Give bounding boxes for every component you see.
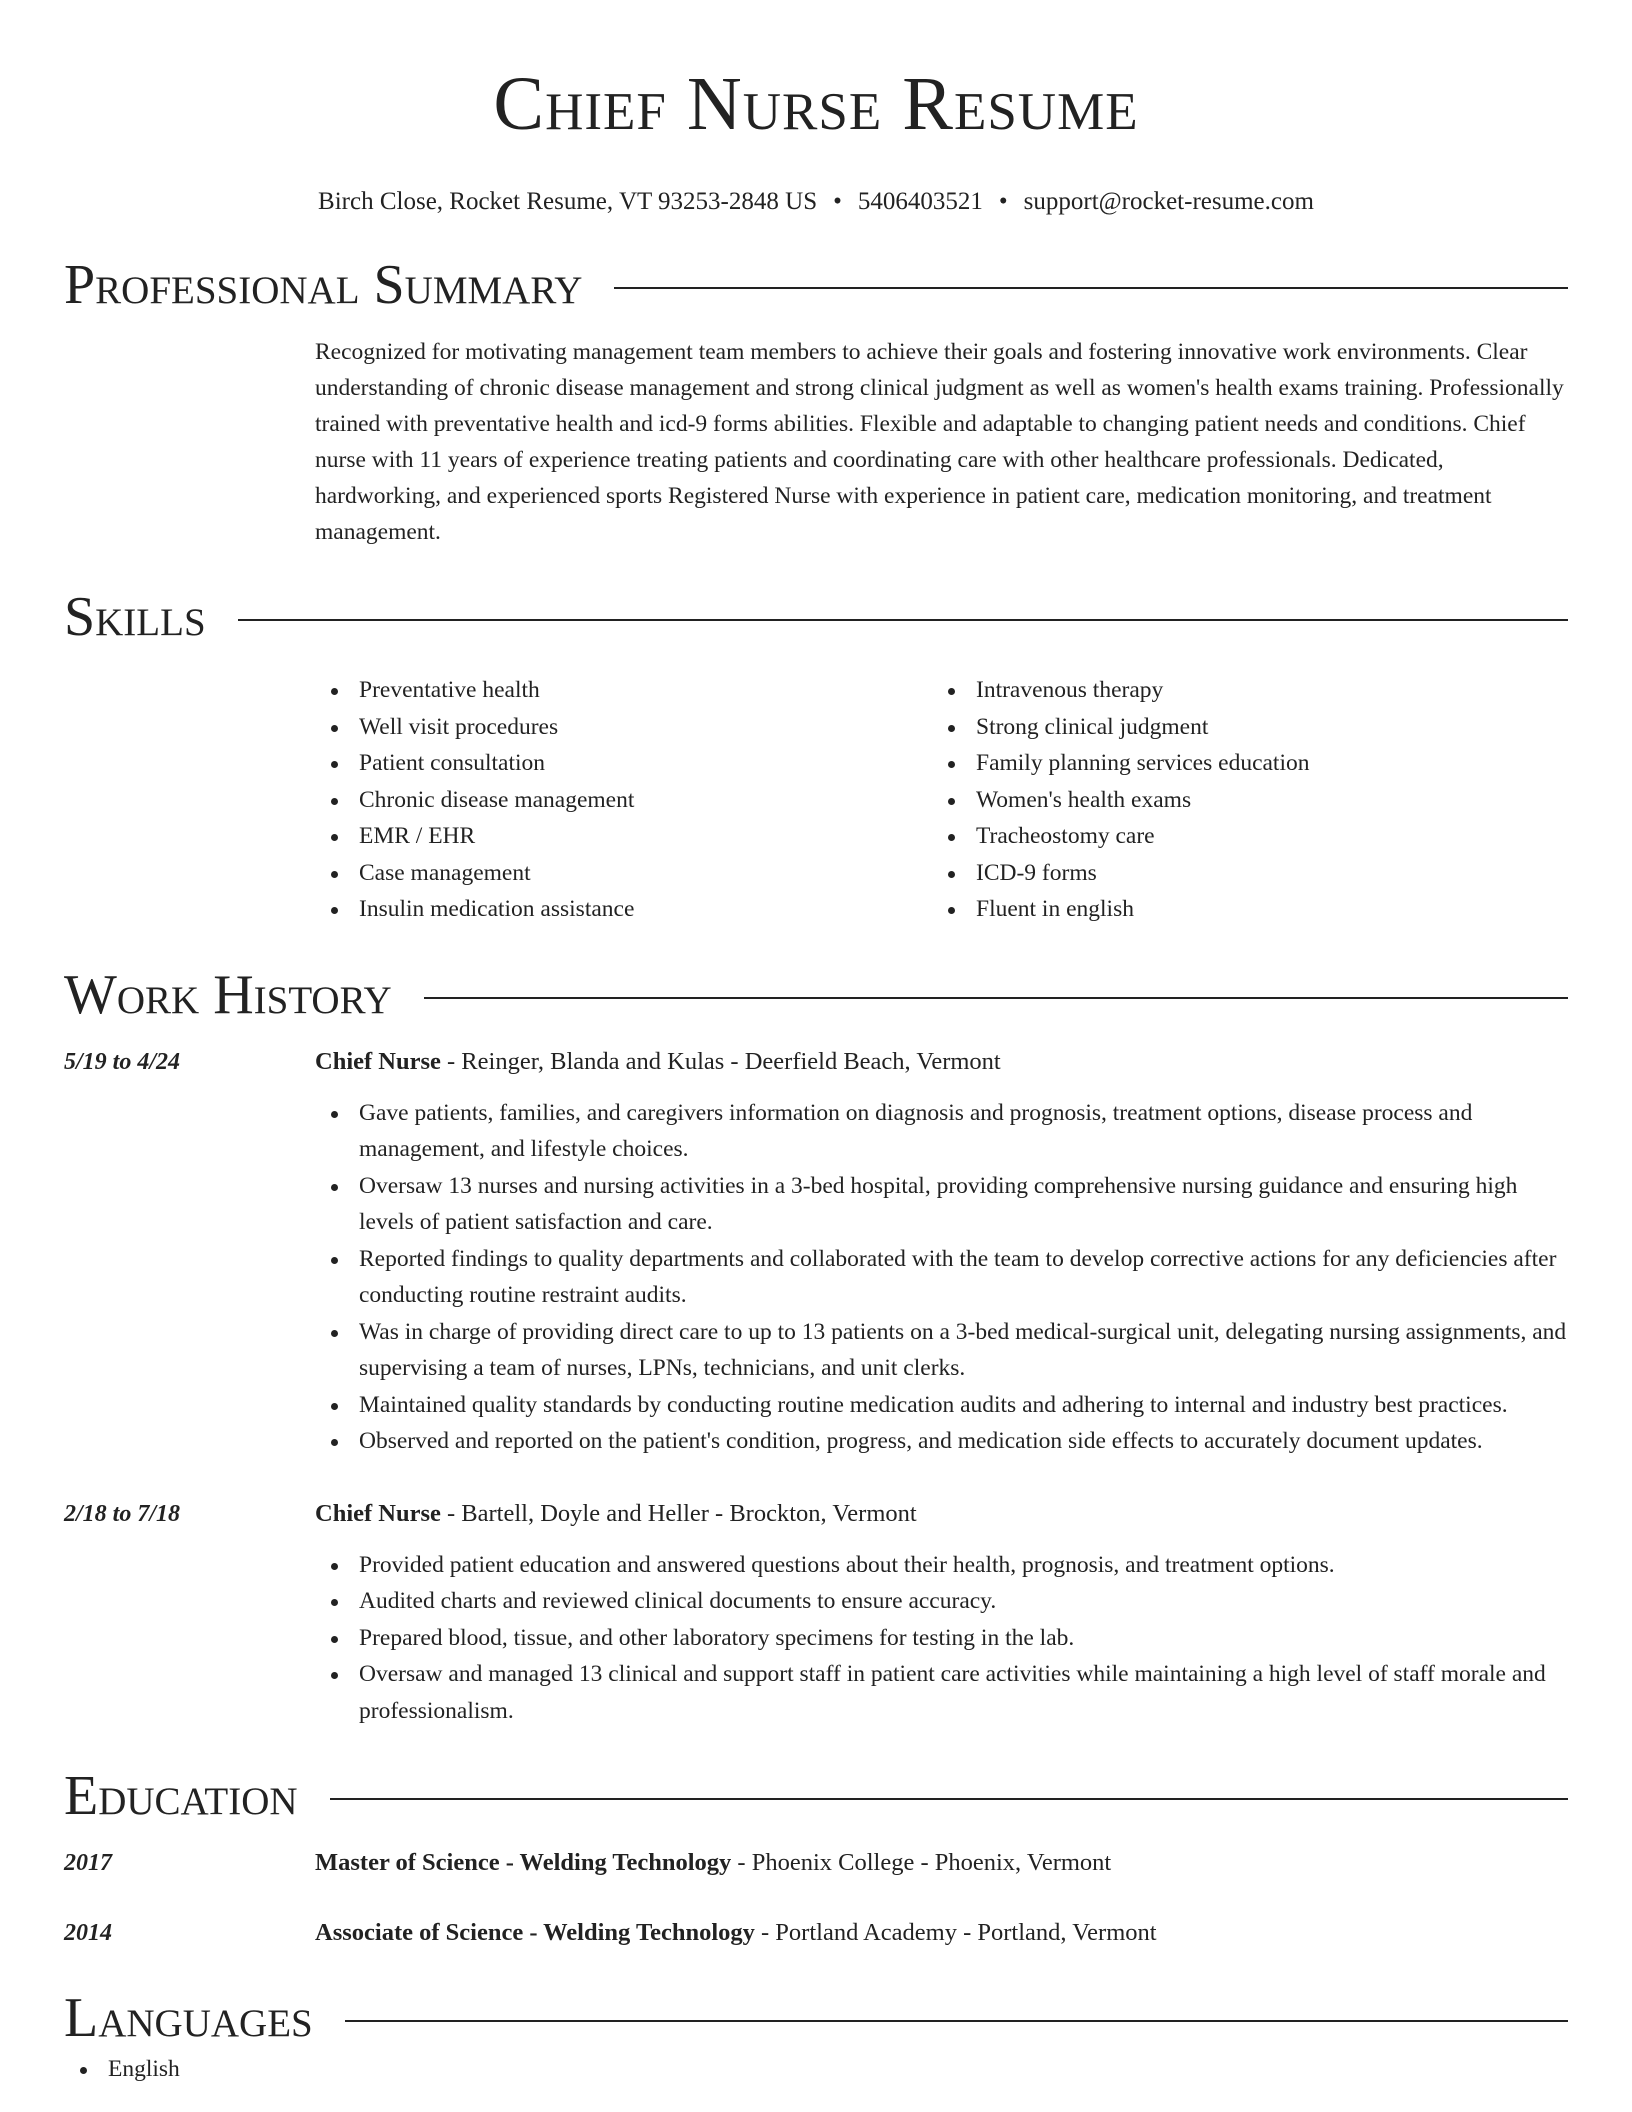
section-title-summary: Professional Summary [64, 254, 583, 316]
education-heading [315, 1915, 1568, 1951]
job-employer: - Bartell, Doyle and Heller - Brockton, Vermont [440, 1499, 917, 1527]
education-body [315, 1915, 1568, 1951]
job-duty-item: Was in charge of providing direct care to up to 13 patients on a 3-bed medical-surgical unit, delegating nursing assignments, and supervising a team of nurses, LPNs, technicians, and unit clerks. [315, 1314, 1568, 1387]
languages-section-header [64, 1985, 1568, 2051]
job-duty-item: Maintained quality standards by conducting routine medication audits and adhering to internal and industry best practices. [315, 1387, 1568, 1424]
education-body [315, 1845, 1568, 1881]
skill-item: Patient consultation [315, 745, 932, 782]
language-item: English [64, 2051, 1568, 2088]
skill-item: Family planning services education [932, 745, 1549, 782]
skill-item: EMR / EHR [315, 818, 932, 855]
contact-separator: • [998, 188, 1008, 215]
section-divider [345, 2020, 1568, 2022]
contact-separator: • [833, 188, 842, 215]
section-divider [238, 619, 1568, 621]
job-duty-item: Gave patients, families, and caregivers information on diagnosis and prognosis, treatment options, disease process and management, and lifestyle choices. [315, 1095, 1568, 1168]
skill-item: Preventative health [315, 672, 932, 709]
email-text: support@rocket-resume.com [1023, 188, 1314, 215]
education-entry [64, 1915, 1568, 1951]
resume-title: Chief Nurse Resume [493, 62, 1139, 146]
skill-item: Case management [315, 855, 932, 892]
job-duty-item: Oversaw 13 nurses and nursing activities in a 3-bed hospital, providing comprehensive nursing guidance and ensuring high levels of patient satisfaction and care. [315, 1168, 1568, 1241]
job-duty-item: Oversaw and managed 13 clinical and support staff in patient care activities while maintaining a high level of staff morale and professionalism. [315, 1656, 1568, 1729]
skill-item: Strong clinical judgment [932, 709, 1549, 746]
skill-item: Fluent in english [932, 891, 1549, 928]
degree-name: Master of Science - Welding Technology [315, 1849, 732, 1876]
school-details: - Portland Academy - Portland, Vermont [754, 1919, 1157, 1946]
job-role: Chief Nurse [315, 1047, 441, 1075]
job-heading [315, 1496, 1568, 1532]
section-divider [614, 287, 1568, 289]
job-dates: 5/19 to 4/24 [64, 1048, 181, 1075]
skills-list [315, 672, 1568, 928]
summary-section-header [64, 252, 1568, 318]
job-heading [315, 1044, 1568, 1080]
section-title-skills: Skills [64, 586, 206, 648]
job-entry [64, 1496, 1568, 1730]
job-entry [64, 1044, 1568, 1460]
skill-item: Well visit procedures [315, 709, 932, 746]
job-duty-item: Audited charts and reviewed clinical documents to ensure accuracy. [315, 1583, 1568, 1620]
education-entry [64, 1845, 1568, 1881]
section-title-languages: Languages [64, 1987, 313, 2049]
job-duty-item: Prepared blood, tissue, and other laboratory specimens for testing in the lab. [315, 1620, 1568, 1657]
skill-item: Chronic disease management [315, 782, 932, 819]
address-text: Birch Close, Rocket Resume, VT 93253-2848 US [318, 188, 818, 215]
skills-column-right [932, 672, 1549, 928]
education-heading [315, 1845, 1568, 1881]
job-body [315, 1044, 1568, 1460]
phone-text: 5406403521 [857, 188, 983, 215]
section-title-education: Education [64, 1765, 298, 1827]
work-section-header [64, 962, 1568, 1028]
summary-text: Recognized for motivating management team members to achieve their goals and fostering innovative work environments. Clear understanding of chronic disease management and strong clinical judgment as well as women's health exams training. Professionally trained with preventative health and icd-9 forms abilities. Flexible and adaptable to changing patient needs and conditions. Chief nurse with 11 years of experience treating patients and coordinating care with other healthcare professionals. Dedicated, hardworking, and experienced sports Registered Nurse with experience in patient care, medication monitoring, and treatment management. [315, 339, 1564, 545]
skill-item: Insulin medication assistance [315, 891, 932, 928]
education-list [64, 1845, 1568, 1951]
job-body [315, 1496, 1568, 1730]
skills-column-left [315, 672, 932, 928]
section-title-work: Work History [64, 963, 392, 1026]
skill-item: Tracheostomy care [932, 818, 1549, 855]
education-year: 2014 [64, 1920, 112, 1946]
education-year: 2017 [64, 1850, 112, 1876]
degree-name: Associate of Science - Welding Technology [315, 1919, 755, 1946]
section-divider [330, 1798, 1568, 1800]
skill-item: ICD-9 forms [932, 855, 1549, 892]
contact-line [64, 186, 1568, 218]
section-divider [424, 997, 1568, 999]
job-role: Chief Nurse [315, 1499, 441, 1527]
job-duties [315, 1095, 1568, 1460]
skill-item: Women's health exams [932, 782, 1549, 819]
languages-list [64, 2051, 1568, 2088]
school-details: - Phoenix College - Phoenix, Vermont [731, 1849, 1112, 1876]
job-duty-item: Reported findings to quality departments and collaborated with the team to develop corrective actions for any deficiencies after conducting routine restraint audits. [315, 1241, 1568, 1314]
skills-section-header [64, 584, 1568, 650]
education-section-header [64, 1763, 1568, 1829]
job-duty-item: Provided patient education and answered questions about their health, prognosis, and treatment options. [315, 1547, 1568, 1584]
job-duties [315, 1547, 1568, 1730]
skill-item: Intravenous therapy [932, 672, 1549, 709]
job-dates: 2/18 to 7/18 [64, 1500, 181, 1527]
job-duty-item: Observed and reported on the patient's condition, progress, and medication side effects to accurately document updates. [315, 1423, 1568, 1460]
job-employer: - Reinger, Blanda and Kulas - Deerfield Beach, Vermont [440, 1047, 1001, 1075]
